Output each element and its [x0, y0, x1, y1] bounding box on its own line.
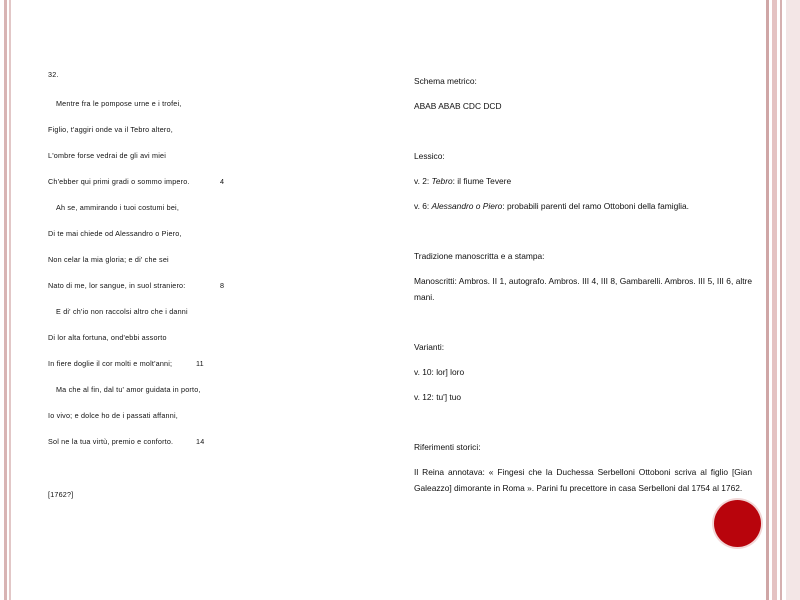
- poem-line-3: L'ombre forse vedrai de gli avi miei: [48, 151, 167, 160]
- right-border-band: [786, 0, 800, 600]
- poem-line-6: Di te mai chiede od Alessandro o Piero,: [48, 229, 182, 238]
- poem-line-7: Non celar la mia gloria; e di' che sei: [48, 255, 169, 264]
- line-number-11: 11: [196, 359, 204, 368]
- lexicon-1-term: Tebro: [431, 176, 453, 186]
- right-border-stripe-thin: [780, 0, 782, 600]
- metrics-value: ABAB ABAB CDC DCD: [414, 101, 502, 111]
- red-circle-decoration: [714, 500, 761, 547]
- poem-line-10: Di lor alta fortuna, ond'ebbi assorto: [48, 333, 167, 342]
- lexicon-2-term: Alessandro o Piero: [431, 201, 503, 211]
- references-title: Riferimenti storici:: [414, 442, 481, 452]
- right-border-stripe-wide: [772, 0, 777, 600]
- left-border-stripe: [4, 0, 7, 600]
- line-number-8: 8: [220, 281, 225, 290]
- poem-line-13: Io vivo; e dolce ho de i passati affanni,: [48, 411, 178, 420]
- poem-date: [1762?]: [48, 490, 74, 499]
- variant-2: v. 12: tu'] tuo: [414, 392, 462, 402]
- poem-number: 32.: [48, 70, 59, 79]
- poem-line-14: Sol ne la tua virtù, premio e conforto.: [48, 437, 174, 446]
- left-border-stripe-inner: [9, 0, 11, 600]
- references-text: Il Reina annotava: « Fingesi che la Duchessa Serbelloni Ottoboni scriva al figlio [Gian Galeazzo] dimorante in Roma ». Parini fu precettore in casa Serbelloni dal 1754 al 1762.: [414, 467, 752, 493]
- right-border-stripe: [766, 0, 769, 600]
- lexicon-entry-2: [414, 199, 752, 215]
- tradition-text: Manoscritti: Ambros. II 1, autografo. Ambros. III 4, III 8, Gambarelli. Ambros. III 5, III 6, altre mani.: [414, 276, 752, 302]
- poem-line-5: Ah se, ammirando i tuoi costumi bei,: [56, 203, 180, 212]
- tradition-title: Tradizione manoscritta e a stampa:: [414, 251, 545, 261]
- variants-title: Varianti:: [414, 342, 445, 352]
- poem-line-2: Figlio, t'aggiri onde va il Tebro altero,: [48, 125, 173, 134]
- poem-line-9: E di' ch'io non raccolsi altro che i danni: [56, 307, 188, 316]
- poem-line-12: Ma che al fin, dal tu' amor guidata in porto,: [56, 385, 201, 394]
- metrics-title: Schema metrico:: [414, 76, 477, 86]
- lexicon-entry-1: [414, 174, 752, 190]
- line-number-14: 14: [196, 437, 205, 446]
- poem-line-8: Nato di me, lor sangue, in suol straniero:: [48, 281, 186, 290]
- lexicon-1-def: : il fiume Tevere: [452, 176, 512, 186]
- poem-line-11: In fiere doglie il cor molti e molt'anni;: [48, 359, 173, 368]
- lexicon-1-prefix: v. 2:: [414, 176, 432, 186]
- lexicon-title: Lessico:: [414, 151, 445, 161]
- lexicon-2-prefix: v. 6:: [414, 201, 432, 211]
- poem-line-4: Ch'ebber qui primi gradi o sommo impero.: [48, 177, 190, 186]
- line-number-4: 4: [220, 177, 225, 186]
- lexicon-2-def: : probabili parenti del ramo Ottoboni della famiglia.: [502, 201, 689, 211]
- variant-1: v. 10: lor] loro: [414, 367, 465, 377]
- poem-line-1: Mentre fra le pompose urne e i trofei,: [56, 99, 182, 108]
